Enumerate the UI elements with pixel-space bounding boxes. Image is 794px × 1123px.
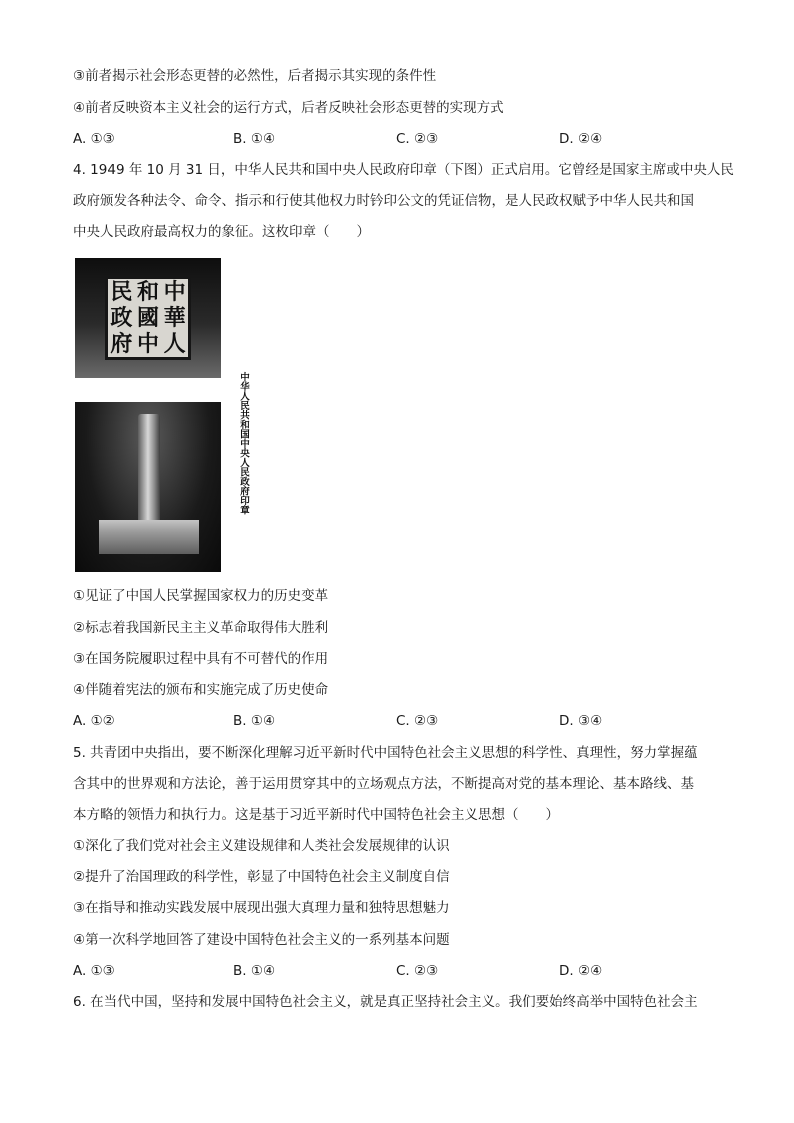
q5-statement-1: ①深化了我们党对社会主义建设规律和人类社会发展规律的认识 — [73, 838, 450, 854]
q4-statement-3: ③在国务院履职过程中具有不可替代的作用 — [73, 651, 329, 667]
option-a: A. ①② — [73, 713, 115, 729]
seal-char: 和 — [136, 279, 159, 305]
q4-stem-line-1: 4. 1949 年 10 月 31 日，中华人民共和国中央人民政府印章（下图）正式启用。它曾经是国家主席或中央人民 — [73, 162, 734, 178]
option-b: B. ①④ — [233, 963, 276, 979]
seal-object-photo — [75, 402, 221, 572]
q5-stem-line-2: 含其中的世界观和方法论，善于运用贯穿其中的立场观点方法，不断提高对党的基本理论、基本路线、基 — [73, 776, 694, 792]
q4-statement-4: ④伴随着宪法的颁布和实施完成了历史使命 — [73, 682, 329, 698]
q4-stem-line-2: 政府颁发各种法令、命令、指示和行使其他权力时钤印公文的凭证信物，是人民政权赋予中华人民共和国 — [73, 193, 694, 209]
seal-char: 府 — [110, 331, 133, 357]
q3-statement-4: ④前者反映资本主义社会的运行方式，后者反映社会形态更替的实现方式 — [73, 100, 504, 116]
option-c: C. ②③ — [396, 713, 439, 729]
option-a: A. ①③ — [73, 963, 115, 979]
q4-stem-line-3: 中央人民政府最高权力的象征。这枚印章（ ） — [73, 224, 370, 240]
seal-char: 華 — [163, 305, 186, 331]
seal-char: 人 — [163, 331, 186, 357]
q5-options — [73, 962, 733, 980]
option-d: D. ②④ — [559, 963, 603, 979]
option-a: A. ①③ — [73, 131, 115, 147]
q5-stem-line-1: 5. 共青团中央指出，要不断深化理解习近平新时代中国特色社会主义思想的科学性、真理性，努力掌握蕴 — [73, 745, 698, 761]
q6-stem-line-1: 6. 在当代中国，坚持和发展中国特色社会主义，就是真正坚持社会主义。我们要始终高举中国特色社会主 — [73, 994, 698, 1010]
seal-char: 國 — [136, 305, 159, 331]
q5-statement-3: ③在指导和推动实践发展中展现出强大真理力量和独特思想魅力 — [73, 900, 450, 916]
option-d: D. ②④ — [559, 131, 603, 147]
seal-char: 政 — [110, 305, 133, 331]
option-c: C. ②③ — [396, 963, 439, 979]
seal-char: 民 — [110, 279, 133, 305]
q4-statement-1: ①见证了中国人民掌握国家权力的历史变革 — [73, 588, 329, 604]
q3-statement-3: ③前者揭示社会形态更替的必然性，后者揭示其实现的条件性 — [73, 68, 437, 84]
q3-options — [73, 130, 733, 148]
q5-stem-line-3: 本方略的领悟力和执行力。这是基于习近平新时代中国特色社会主义思想（ ） — [73, 807, 559, 823]
option-c: C. ②③ — [396, 131, 439, 147]
seal-face — [105, 276, 191, 360]
seal-char: 中 — [163, 279, 186, 305]
seal-handle — [138, 414, 160, 524]
seal-caption: 中华人民共和国中央人民政府印章 — [238, 372, 249, 515]
option-b: B. ①④ — [233, 713, 276, 729]
q5-statement-2: ②提升了治国理政的科学性，彰显了中国特色社会主义制度自信 — [73, 869, 450, 885]
option-b: B. ①④ — [233, 131, 276, 147]
q4-statement-2: ②标志着我国新民主主义革命取得伟大胜利 — [73, 620, 329, 636]
option-d: D. ③④ — [559, 713, 603, 729]
seal-base — [99, 520, 199, 554]
q5-statement-4: ④第一次科学地回答了建设中国特色社会主义的一系列基本问题 — [73, 932, 450, 948]
q4-options — [73, 712, 733, 730]
seal-impression-photo — [75, 258, 221, 378]
seal-char: 中 — [136, 331, 159, 357]
